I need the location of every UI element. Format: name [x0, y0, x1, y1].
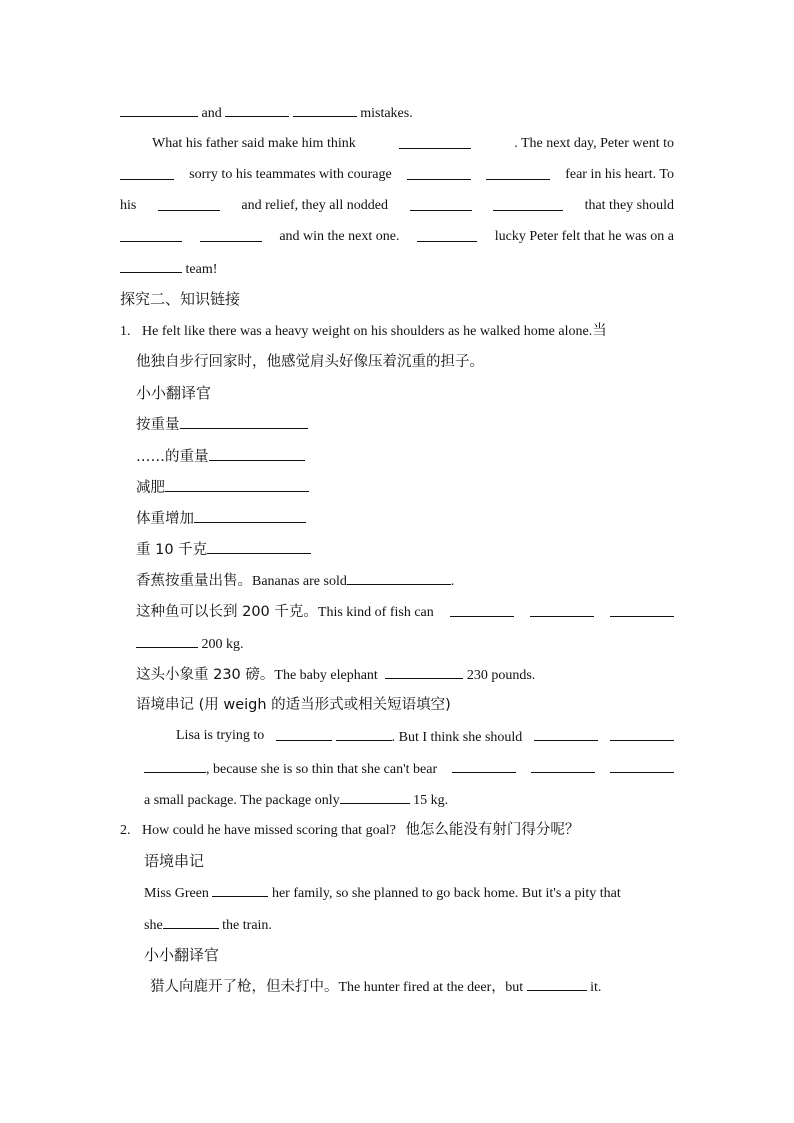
text: and — [201, 106, 222, 121]
para-line-4 — [120, 196, 674, 216]
phrase-row — [136, 477, 309, 499]
text: 200 kg. — [201, 637, 244, 652]
text: What his father said make him think — [152, 136, 356, 151]
example-en: The baby elephant — [274, 668, 378, 683]
phrase-label: ……的重量 — [136, 449, 209, 465]
text: and relief, they all nodded — [241, 198, 388, 213]
blank[interactable] — [407, 165, 471, 180]
blank[interactable] — [276, 726, 332, 741]
blank[interactable] — [347, 570, 451, 585]
blank[interactable] — [209, 446, 305, 461]
context-line-3 — [144, 789, 448, 811]
blank[interactable] — [410, 196, 472, 211]
context-line-2 — [144, 758, 674, 780]
item2-sentence-en: How could he have missed scoring that goal? — [142, 823, 396, 838]
blank[interactable] — [180, 414, 308, 429]
para-line-1 — [120, 102, 413, 124]
item-number: 1. — [120, 324, 131, 339]
text: Miss Green — [144, 886, 209, 901]
item1-context-title: 语境串记 (用 weigh 的适当形式或相关短语填空) — [136, 697, 451, 713]
blank[interactable] — [165, 477, 309, 492]
blank[interactable] — [610, 602, 674, 617]
blank[interactable] — [340, 789, 410, 804]
item-number: 2. — [120, 823, 131, 838]
example-2-cont — [136, 633, 244, 655]
period: . — [450, 574, 455, 589]
text: mistakes. — [360, 106, 413, 121]
para-line-3 — [120, 165, 674, 185]
example-en: Bananas are sold — [252, 574, 347, 589]
blank[interactable] — [531, 758, 595, 773]
example-zh: 猎人向鹿开了枪，但未打中。 — [150, 979, 339, 995]
text: fear in his heart. To — [565, 167, 674, 182]
phrase-label: 按重量 — [136, 417, 180, 433]
text: . But I think she should — [391, 730, 523, 745]
example-3 — [136, 664, 535, 686]
blank[interactable] — [399, 134, 471, 149]
para-line-6 — [120, 258, 217, 280]
phrase-row — [136, 508, 306, 530]
text: a small package. The package only — [144, 793, 340, 808]
blank[interactable] — [200, 227, 262, 242]
blank[interactable] — [336, 726, 392, 741]
text: it. — [590, 980, 602, 995]
blank[interactable] — [207, 539, 311, 554]
item1-sentence — [120, 321, 607, 342]
example-en: This kind of fish can — [317, 605, 434, 620]
item1-translator-title: 小小翻译官 — [136, 384, 212, 402]
text: his — [120, 198, 137, 213]
blank[interactable] — [163, 914, 219, 929]
example-en: The hunter fired at the deer，but — [338, 980, 524, 995]
blank[interactable] — [493, 196, 563, 211]
item1-sentence-zh: 他独自步行回家时，他感觉肩头好像压着沉重的担子。 — [136, 354, 484, 370]
blank[interactable] — [610, 758, 674, 773]
blank[interactable] — [293, 102, 357, 117]
item1-sentence-zh-tail: 当 — [592, 323, 607, 339]
example-zh: 这头小象重 230 磅。 — [136, 667, 275, 683]
text: she — [144, 918, 163, 933]
text: team! — [185, 262, 218, 277]
blank[interactable] — [120, 165, 174, 180]
text: lucky Peter felt that he was on a — [494, 229, 674, 244]
item2-example — [150, 976, 601, 998]
para-line-2 — [152, 134, 674, 154]
blank[interactable] — [450, 602, 514, 617]
text: the train. — [222, 918, 272, 933]
blank[interactable] — [225, 102, 289, 117]
text: Lisa is trying to — [176, 728, 265, 743]
phrase-row — [136, 539, 311, 561]
context-line-1 — [176, 726, 674, 748]
phrase-row — [136, 414, 308, 436]
para-line-5 — [120, 227, 674, 247]
phrase-label: 体重增加 — [136, 511, 194, 527]
blank[interactable] — [144, 758, 206, 773]
blank[interactable] — [120, 102, 198, 117]
text: her family, so she planned to go back home. But it's a pity that — [271, 886, 621, 901]
item2-context-title: 语境串记 — [144, 852, 205, 870]
example-zh: 这种鱼可以长到 200 千克。 — [136, 604, 318, 620]
text: 15 kg. — [413, 793, 449, 808]
blank[interactable] — [194, 508, 306, 523]
text: . The next day, Peter went to — [514, 136, 674, 151]
section-title: 探究二、知识链接 — [120, 290, 241, 308]
text: sorry to his teammates with courage — [189, 167, 392, 182]
text: that they should — [584, 198, 674, 213]
phrase-row — [136, 446, 305, 468]
example-2 — [136, 602, 674, 623]
phrase-label: 重 10 千克 — [136, 542, 208, 558]
blank[interactable] — [158, 196, 220, 211]
blank[interactable] — [610, 726, 674, 741]
phrase-label: 减肥 — [136, 480, 165, 496]
blank[interactable] — [120, 227, 182, 242]
item2-sentence-zh: 他怎么能没有射门得分呢？ — [405, 822, 580, 838]
example-zh: 香蕉按重量出售。 — [136, 573, 252, 589]
text: 230 pounds. — [466, 668, 536, 683]
blank[interactable] — [417, 227, 477, 242]
blank[interactable] — [120, 258, 182, 273]
blank[interactable] — [212, 882, 268, 897]
blank[interactable] — [452, 758, 516, 773]
blank[interactable] — [527, 976, 587, 991]
item2-context-line-2 — [144, 914, 272, 936]
blank[interactable] — [534, 726, 598, 741]
blank[interactable] — [385, 664, 463, 679]
text: , because she is so thin that she can't bear — [206, 762, 438, 777]
item1-sentence-en: He felt like there was a heavy weight on his shoulders as he walked home alone. — [142, 324, 593, 339]
item2-context-line-1 — [144, 882, 674, 904]
blank[interactable] — [136, 633, 198, 648]
item2-sentence — [120, 820, 579, 841]
item2-translator-title: 小小翻译官 — [144, 946, 220, 964]
text: and win the next one. — [279, 229, 400, 244]
blank[interactable] — [486, 165, 550, 180]
blank[interactable] — [530, 602, 594, 617]
example-1 — [136, 570, 454, 592]
